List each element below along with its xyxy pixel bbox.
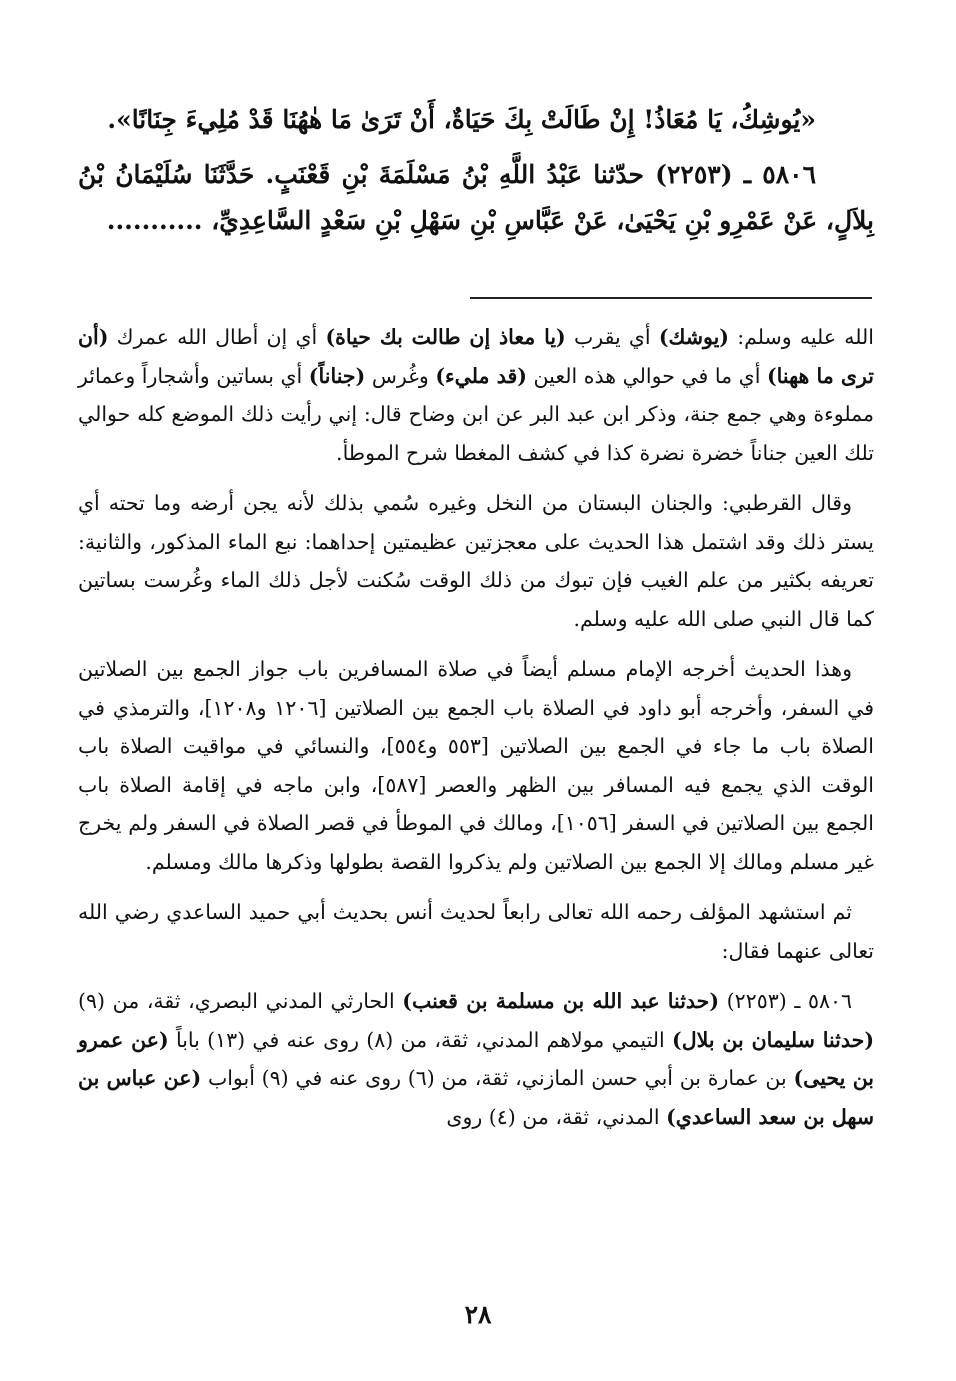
quoted-term: (أن ترى ما ههنا) xyxy=(78,325,874,388)
quoted-term: (يوشك) xyxy=(658,325,729,349)
text-run: وغُرس xyxy=(365,363,436,388)
hadith-text-block xyxy=(78,92,874,244)
page-number: ٢٨ xyxy=(464,1300,492,1329)
commentary-paragraph-2: وقال القرطبي: والجنان البستان من النخل وغيره سُمي بذلك لأنه يجن أرضه وما تحته أي يستر ذلك وقد اشتمل هذا الحديث على معجزتين عظيمتين إحداهما: نبع الماء المذكور، والثانية: تعريفه بكثير من علم الغيب فإن تبوك من ذلك الوقت سُكنت لأجل ذلك الماء وغُرست بساتين كما قال النبي صلى الله عليه وسلم. xyxy=(78,491,874,631)
text-run: أي بساتين وأشجاراً وعمائر مملوءة وهي جمع جنة، وذكر ابن عبد البر عن ابن وضاح قال: إني رأيت ذلك الموضع كله حوالي تلك العين جناناً خضرة نضرة كذا في كشف المغطا شرح الموطأ. xyxy=(78,363,874,465)
text-run: أي ما في حوالي هذه العين xyxy=(526,363,767,388)
narrator-name: (عن عمرو بن يحيى) xyxy=(78,1027,874,1090)
text-run: ٥٨٠٦ ـ (٢٢٥٣) xyxy=(719,989,852,1013)
text-run: المدني، ثقة، من (٤) روى xyxy=(446,1104,667,1129)
hadith-quote: «يُوشِكُ، يَا مُعَاذُ! إِنْ طَالَتْ بِكَ حَيَاةٌ، أَنْ تَرَىٰ مَا هٰهُنَا قَدْ مُلِيءَ جِنَانًا». xyxy=(107,105,816,134)
footnote-divider xyxy=(470,297,872,299)
commentary-paragraph-4: ثم استشهد المؤلف رحمه الله تعالى رابعاً لحديث أنس بحديث أبي حميد الساعدي رضي الله تعالى عنهما فقال: xyxy=(78,900,874,963)
hadith-isnad: ٥٨٠٦ ـ (٢٢٥٣) حدّثنا عَبْدُ اللَّهِ بْنُ مَسْلَمَةَ بْنِ قَعْنَبٍ. حَدَّثَنَا سُلَيْمَانُ بْنُ بِلاَلٍ، عَنْ عَمْرِو بْنِ يَحْيَىٰ، عَنْ عَبَّاسِ بْنِ سَهْلِ بْنِ سَعْدٍ السَّاعِدِيِّ، ........... xyxy=(78,160,874,235)
text-run: الحارثي المدني البصري، ثقة، من (٩) xyxy=(78,989,403,1013)
narrator-name: (حدثنا عبد الله بن مسلمة بن قعنب) xyxy=(402,989,720,1013)
narrator-name: (حدثنا سليمان بن بلال) xyxy=(672,1027,875,1052)
commentary-paragraph-5 xyxy=(78,982,874,1136)
text-run: أي يقرب xyxy=(565,325,659,349)
quoted-term: (يا معاذ إن طالت بك حياة) xyxy=(325,325,566,349)
text-run: التيمي مولاهم المدني، ثقة، من (٨) روى عنه في (١٣) باباً xyxy=(168,1027,672,1052)
quoted-term: (جناناً) xyxy=(308,363,366,388)
commentary-block xyxy=(78,318,874,1148)
text-run: أي إن أطال الله عمرك xyxy=(108,325,326,349)
text-run: الله عليه وسلم: xyxy=(729,325,874,349)
commentary-paragraph-3: وهذا الحديث أخرجه الإمام مسلم أيضاً في صلاة المسافرين باب جواز الجمع بين الصلاتين في السفر، وأخرجه أبو داود في الصلاة باب الجمع بين الصلاتين [١٢٠٦ و١٢٠٨]، والترمذي في الصلاة باب ما جاء في الجمع بين الصلاتين [٥٥٣ و٥٥٤]، والنسائي في مواقيت الصلاة باب الوقت الذي يجمع فيه المسافر بين الظهر والعصر [٥٨٧]، وابن ماجه في إقامة الصلاة باب الجمع بين الصلاتين في السفر [١٠٥٦]، ومالك في الموطأ في قصر الصلاة في السفر ولم يخرج غير مسلم ومالك إلا الجمع بين الصلاتين ولم يذكروا القصة بطولها وذكرها مالك ومسلم. xyxy=(78,657,875,874)
quoted-term: (قد مليء) xyxy=(435,363,527,388)
commentary-paragraph-1 xyxy=(78,318,874,472)
text-run: بن عمارة بن أبي حسن المازني، ثقة، من (٦) روى عنه في (٩) أبواب xyxy=(201,1066,794,1090)
narrator-name: (عن عباس بن سهل بن سعد الساعدي) xyxy=(78,1066,874,1129)
